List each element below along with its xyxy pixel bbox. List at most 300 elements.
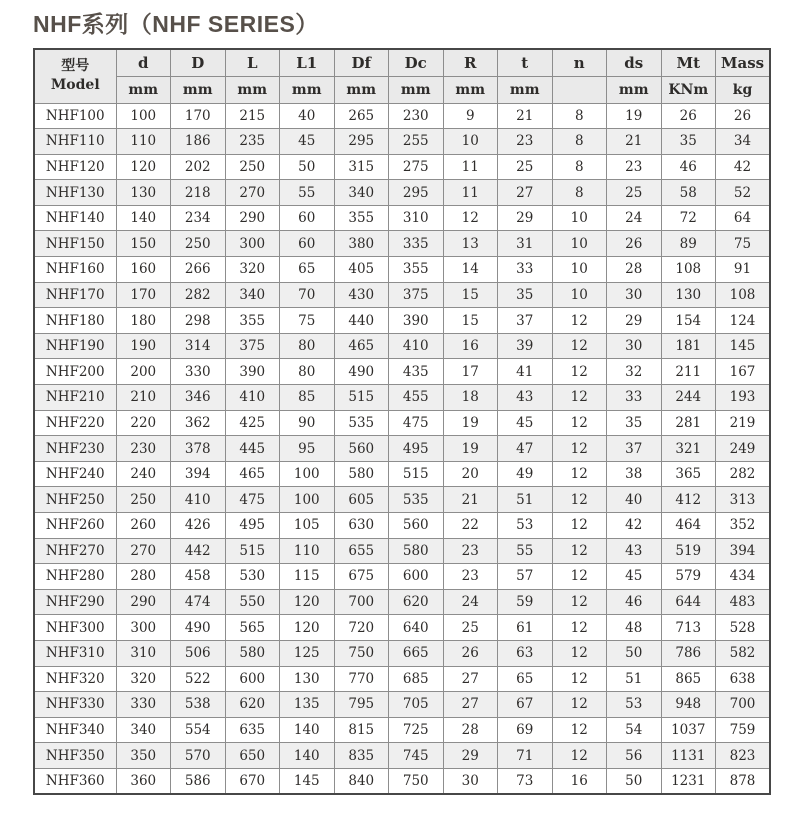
value-cell-Mass: 878: [716, 768, 771, 794]
value-cell-t: 29: [498, 205, 553, 231]
value-cell-d: 200: [116, 359, 171, 385]
model-column-header: [34, 49, 116, 103]
table-row: [34, 564, 770, 590]
value-cell-t: 39: [498, 333, 553, 359]
value-cell-L1: 130: [280, 666, 335, 692]
model-cell: NHF260: [34, 513, 116, 539]
value-cell-ds: 37: [607, 436, 662, 462]
value-cell-t: 69: [498, 717, 553, 743]
value-cell-Mt: 1037: [661, 717, 716, 743]
value-cell-D: 474: [171, 589, 226, 615]
value-cell-n: 8: [552, 154, 607, 180]
value-cell-Mt: 281: [661, 410, 716, 436]
value-cell-n: 12: [552, 385, 607, 411]
value-cell-L: 635: [225, 717, 280, 743]
value-cell-d: 340: [116, 717, 171, 743]
col-symbol-D: D: [171, 49, 226, 76]
value-cell-t: 23: [498, 129, 553, 155]
model-cell: NHF130: [34, 180, 116, 206]
value-cell-d: 310: [116, 640, 171, 666]
model-cell: NHF170: [34, 282, 116, 308]
value-cell-Dc: 495: [389, 436, 444, 462]
value-cell-D: 202: [171, 154, 226, 180]
value-cell-ds: 38: [607, 461, 662, 487]
value-cell-t: 71: [498, 743, 553, 769]
value-cell-D: 250: [171, 231, 226, 257]
value-cell-L1: 115: [280, 564, 335, 590]
value-cell-R: 18: [443, 385, 498, 411]
value-cell-D: 538: [171, 692, 226, 718]
value-cell-L: 375: [225, 333, 280, 359]
value-cell-ds: 30: [607, 282, 662, 308]
value-cell-Mass: 528: [716, 615, 771, 641]
value-cell-n: 12: [552, 410, 607, 436]
table-row: [34, 615, 770, 641]
value-cell-Mt: 464: [661, 513, 716, 539]
value-cell-L: 550: [225, 589, 280, 615]
value-cell-n: 12: [552, 564, 607, 590]
value-cell-Mass: 64: [716, 205, 771, 231]
table-row: [34, 692, 770, 718]
table-row: [34, 717, 770, 743]
value-cell-Df: 515: [334, 385, 389, 411]
value-cell-D: 378: [171, 436, 226, 462]
value-cell-R: 27: [443, 666, 498, 692]
table-row: [34, 385, 770, 411]
value-cell-d: 210: [116, 385, 171, 411]
value-cell-n: 12: [552, 487, 607, 513]
table-row: [34, 129, 770, 155]
value-cell-t: 35: [498, 282, 553, 308]
value-cell-Mt: 181: [661, 333, 716, 359]
col-symbol-Dc: Dc: [389, 49, 444, 76]
value-cell-t: 43: [498, 385, 553, 411]
value-cell-Mass: 638: [716, 666, 771, 692]
table-body: [34, 103, 770, 794]
value-cell-L1: 120: [280, 589, 335, 615]
value-cell-d: 180: [116, 308, 171, 334]
table-row: [34, 487, 770, 513]
value-cell-R: 13: [443, 231, 498, 257]
col-unit-t: mm: [498, 76, 553, 103]
model-cell: NHF340: [34, 717, 116, 743]
value-cell-R: 11: [443, 154, 498, 180]
value-cell-L: 340: [225, 282, 280, 308]
model-cell: NHF240: [34, 461, 116, 487]
value-cell-Mass: 823: [716, 743, 771, 769]
value-cell-D: 506: [171, 640, 226, 666]
value-cell-t: 59: [498, 589, 553, 615]
value-cell-L1: 70: [280, 282, 335, 308]
table-row: [34, 103, 770, 129]
value-cell-ds: 53: [607, 692, 662, 718]
value-cell-D: 170: [171, 103, 226, 129]
table-row: [34, 154, 770, 180]
value-cell-D: 554: [171, 717, 226, 743]
col-unit-Mt: KNm: [661, 76, 716, 103]
model-cell: NHF160: [34, 257, 116, 283]
value-cell-Df: 340: [334, 180, 389, 206]
model-cell: NHF230: [34, 436, 116, 462]
value-cell-n: 12: [552, 538, 607, 564]
value-cell-Mt: 154: [661, 308, 716, 334]
value-cell-ds: 50: [607, 640, 662, 666]
value-cell-L1: 120: [280, 615, 335, 641]
value-cell-R: 19: [443, 436, 498, 462]
value-cell-L: 215: [225, 103, 280, 129]
value-cell-L1: 140: [280, 743, 335, 769]
value-cell-L1: 145: [280, 768, 335, 794]
value-cell-Mass: 700: [716, 692, 771, 718]
value-cell-D: 410: [171, 487, 226, 513]
value-cell-R: 24: [443, 589, 498, 615]
value-cell-L1: 80: [280, 333, 335, 359]
value-cell-L: 355: [225, 308, 280, 334]
value-cell-L: 670: [225, 768, 280, 794]
value-cell-n: 12: [552, 615, 607, 641]
value-cell-L: 320: [225, 257, 280, 283]
value-cell-t: 33: [498, 257, 553, 283]
model-cell: NHF110: [34, 129, 116, 155]
value-cell-t: 73: [498, 768, 553, 794]
value-cell-n: 12: [552, 359, 607, 385]
value-cell-t: 63: [498, 640, 553, 666]
value-cell-L: 300: [225, 231, 280, 257]
col-symbol-Mt: Mt: [661, 49, 716, 76]
value-cell-n: 12: [552, 692, 607, 718]
value-cell-Mass: 352: [716, 513, 771, 539]
value-cell-D: 330: [171, 359, 226, 385]
value-cell-L: 580: [225, 640, 280, 666]
value-cell-Mass: 145: [716, 333, 771, 359]
value-cell-Mt: 365: [661, 461, 716, 487]
value-cell-D: 522: [171, 666, 226, 692]
value-cell-ds: 56: [607, 743, 662, 769]
table-row: [34, 640, 770, 666]
value-cell-L1: 50: [280, 154, 335, 180]
value-cell-n: 10: [552, 282, 607, 308]
value-cell-ds: 35: [607, 410, 662, 436]
col-unit-D: mm: [171, 76, 226, 103]
value-cell-D: 458: [171, 564, 226, 590]
value-cell-ds: 42: [607, 513, 662, 539]
value-cell-d: 330: [116, 692, 171, 718]
value-cell-d: 290: [116, 589, 171, 615]
value-cell-d: 100: [116, 103, 171, 129]
col-symbol-ds: ds: [607, 49, 662, 76]
value-cell-Df: 630: [334, 513, 389, 539]
value-cell-n: 12: [552, 333, 607, 359]
value-cell-Df: 440: [334, 308, 389, 334]
value-cell-R: 23: [443, 538, 498, 564]
value-cell-D: 314: [171, 333, 226, 359]
value-cell-Mt: 58: [661, 180, 716, 206]
value-cell-Mt: 948: [661, 692, 716, 718]
value-cell-ds: 24: [607, 205, 662, 231]
value-cell-t: 57: [498, 564, 553, 590]
value-cell-L: 425: [225, 410, 280, 436]
value-cell-ds: 54: [607, 717, 662, 743]
value-cell-Mt: 35: [661, 129, 716, 155]
value-cell-L1: 85: [280, 385, 335, 411]
value-cell-ds: 46: [607, 589, 662, 615]
header-symbol-row: [34, 49, 770, 76]
value-cell-L1: 140: [280, 717, 335, 743]
col-symbol-t: t: [498, 49, 553, 76]
value-cell-n: 10: [552, 205, 607, 231]
value-cell-L1: 95: [280, 436, 335, 462]
value-cell-Df: 295: [334, 129, 389, 155]
value-cell-L1: 60: [280, 205, 335, 231]
value-cell-d: 260: [116, 513, 171, 539]
value-cell-L: 475: [225, 487, 280, 513]
value-cell-R: 28: [443, 717, 498, 743]
value-cell-Mass: 282: [716, 461, 771, 487]
value-cell-n: 16: [552, 768, 607, 794]
value-cell-t: 45: [498, 410, 553, 436]
model-cell: NHF140: [34, 205, 116, 231]
value-cell-L: 390: [225, 359, 280, 385]
value-cell-L1: 55: [280, 180, 335, 206]
value-cell-Mt: 1231: [661, 768, 716, 794]
value-cell-n: 8: [552, 180, 607, 206]
table-row: [34, 333, 770, 359]
value-cell-L1: 100: [280, 487, 335, 513]
value-cell-Df: 580: [334, 461, 389, 487]
value-cell-L: 650: [225, 743, 280, 769]
value-cell-Df: 840: [334, 768, 389, 794]
table-row: [34, 666, 770, 692]
value-cell-ds: 43: [607, 538, 662, 564]
value-cell-Df: 720: [334, 615, 389, 641]
value-cell-Dc: 535: [389, 487, 444, 513]
value-cell-Dc: 255: [389, 129, 444, 155]
value-cell-Mt: 579: [661, 564, 716, 590]
value-cell-t: 21: [498, 103, 553, 129]
value-cell-Dc: 355: [389, 257, 444, 283]
value-cell-t: 61: [498, 615, 553, 641]
value-cell-D: 266: [171, 257, 226, 283]
value-cell-D: 570: [171, 743, 226, 769]
table-row: [34, 538, 770, 564]
value-cell-L1: 45: [280, 129, 335, 155]
value-cell-d: 140: [116, 205, 171, 231]
value-cell-t: 25: [498, 154, 553, 180]
value-cell-Mass: 167: [716, 359, 771, 385]
value-cell-D: 218: [171, 180, 226, 206]
model-cell: NHF200: [34, 359, 116, 385]
value-cell-Mt: 713: [661, 615, 716, 641]
value-cell-t: 51: [498, 487, 553, 513]
value-cell-R: 15: [443, 282, 498, 308]
value-cell-Dc: 705: [389, 692, 444, 718]
value-cell-Mass: 219: [716, 410, 771, 436]
value-cell-Df: 815: [334, 717, 389, 743]
value-cell-Dc: 230: [389, 103, 444, 129]
value-cell-L1: 125: [280, 640, 335, 666]
value-cell-ds: 40: [607, 487, 662, 513]
value-cell-L: 445: [225, 436, 280, 462]
value-cell-Df: 380: [334, 231, 389, 257]
value-cell-Dc: 640: [389, 615, 444, 641]
value-cell-d: 240: [116, 461, 171, 487]
value-cell-R: 20: [443, 461, 498, 487]
value-cell-ds: 25: [607, 180, 662, 206]
model-cell: NHF250: [34, 487, 116, 513]
value-cell-ds: 32: [607, 359, 662, 385]
value-cell-Dc: 725: [389, 717, 444, 743]
value-cell-Dc: 475: [389, 410, 444, 436]
value-cell-Dc: 435: [389, 359, 444, 385]
model-cell: NHF180: [34, 308, 116, 334]
col-unit-ds: mm: [607, 76, 662, 103]
value-cell-d: 270: [116, 538, 171, 564]
value-cell-R: 22: [443, 513, 498, 539]
table-row: [34, 282, 770, 308]
value-cell-n: 12: [552, 743, 607, 769]
value-cell-L: 465: [225, 461, 280, 487]
value-cell-n: 10: [552, 257, 607, 283]
value-cell-Mass: 582: [716, 640, 771, 666]
value-cell-L: 235: [225, 129, 280, 155]
value-cell-t: 47: [498, 436, 553, 462]
value-cell-Mt: 211: [661, 359, 716, 385]
value-cell-d: 230: [116, 436, 171, 462]
value-cell-Mt: 321: [661, 436, 716, 462]
value-cell-R: 26: [443, 640, 498, 666]
value-cell-Mt: 89: [661, 231, 716, 257]
value-cell-Mass: 759: [716, 717, 771, 743]
value-cell-Mt: 130: [661, 282, 716, 308]
value-cell-Mass: 434: [716, 564, 771, 590]
value-cell-Mass: 108: [716, 282, 771, 308]
value-cell-R: 12: [443, 205, 498, 231]
value-cell-Dc: 600: [389, 564, 444, 590]
value-cell-Df: 795: [334, 692, 389, 718]
value-cell-Dc: 275: [389, 154, 444, 180]
table-row: [34, 308, 770, 334]
value-cell-L1: 105: [280, 513, 335, 539]
table-row: [34, 589, 770, 615]
model-cell: NHF300: [34, 615, 116, 641]
value-cell-d: 250: [116, 487, 171, 513]
table-row: [34, 513, 770, 539]
value-cell-ds: 23: [607, 154, 662, 180]
value-cell-d: 160: [116, 257, 171, 283]
col-unit-L: mm: [225, 76, 280, 103]
value-cell-n: 12: [552, 666, 607, 692]
value-cell-Dc: 665: [389, 640, 444, 666]
value-cell-D: 362: [171, 410, 226, 436]
value-cell-Mt: 644: [661, 589, 716, 615]
value-cell-Mass: 26: [716, 103, 771, 129]
value-cell-d: 150: [116, 231, 171, 257]
col-unit-R: mm: [443, 76, 498, 103]
value-cell-Mass: 52: [716, 180, 771, 206]
value-cell-d: 120: [116, 154, 171, 180]
table-row: [34, 180, 770, 206]
value-cell-d: 110: [116, 129, 171, 155]
value-cell-t: 27: [498, 180, 553, 206]
value-cell-R: 29: [443, 743, 498, 769]
value-cell-D: 282: [171, 282, 226, 308]
value-cell-Dc: 745: [389, 743, 444, 769]
table-header: [34, 49, 770, 103]
value-cell-L: 495: [225, 513, 280, 539]
value-cell-L1: 60: [280, 231, 335, 257]
value-cell-d: 300: [116, 615, 171, 641]
value-cell-Dc: 685: [389, 666, 444, 692]
model-cell: NHF100: [34, 103, 116, 129]
table-row: [34, 436, 770, 462]
value-cell-Mt: 786: [661, 640, 716, 666]
value-cell-R: 19: [443, 410, 498, 436]
value-cell-Mass: 42: [716, 154, 771, 180]
col-symbol-Df: Df: [334, 49, 389, 76]
value-cell-d: 280: [116, 564, 171, 590]
value-cell-t: 41: [498, 359, 553, 385]
value-cell-Df: 315: [334, 154, 389, 180]
col-symbol-d: d: [116, 49, 171, 76]
value-cell-Df: 265: [334, 103, 389, 129]
col-unit-Df: mm: [334, 76, 389, 103]
col-unit-d: mm: [116, 76, 171, 103]
col-unit-Mass: kg: [716, 76, 771, 103]
value-cell-Df: 355: [334, 205, 389, 231]
value-cell-Mt: 1131: [661, 743, 716, 769]
model-cell: NHF280: [34, 564, 116, 590]
value-cell-L1: 75: [280, 308, 335, 334]
value-cell-Dc: 295: [389, 180, 444, 206]
value-cell-ds: 30: [607, 333, 662, 359]
value-cell-R: 16: [443, 333, 498, 359]
col-symbol-R: R: [443, 49, 498, 76]
value-cell-ds: 19: [607, 103, 662, 129]
value-cell-Dc: 375: [389, 282, 444, 308]
col-symbol-L: L: [225, 49, 280, 76]
model-cell: NHF350: [34, 743, 116, 769]
value-cell-ds: 50: [607, 768, 662, 794]
value-cell-n: 12: [552, 717, 607, 743]
value-cell-Dc: 580: [389, 538, 444, 564]
value-cell-Mass: 249: [716, 436, 771, 462]
value-cell-Mass: 313: [716, 487, 771, 513]
value-cell-R: 9: [443, 103, 498, 129]
value-cell-ds: 51: [607, 666, 662, 692]
value-cell-d: 130: [116, 180, 171, 206]
value-cell-Mass: 91: [716, 257, 771, 283]
value-cell-Df: 835: [334, 743, 389, 769]
value-cell-L: 410: [225, 385, 280, 411]
value-cell-n: 12: [552, 308, 607, 334]
value-cell-t: 37: [498, 308, 553, 334]
value-cell-ds: 26: [607, 231, 662, 257]
value-cell-Df: 750: [334, 640, 389, 666]
value-cell-L: 600: [225, 666, 280, 692]
value-cell-t: 53: [498, 513, 553, 539]
value-cell-L1: 110: [280, 538, 335, 564]
value-cell-Df: 405: [334, 257, 389, 283]
model-cell: NHF120: [34, 154, 116, 180]
value-cell-t: 65: [498, 666, 553, 692]
model-cell: NHF150: [34, 231, 116, 257]
value-cell-Dc: 620: [389, 589, 444, 615]
value-cell-Df: 700: [334, 589, 389, 615]
value-cell-t: 67: [498, 692, 553, 718]
value-cell-Mt: 108: [661, 257, 716, 283]
value-cell-ds: 29: [607, 308, 662, 334]
value-cell-Dc: 455: [389, 385, 444, 411]
